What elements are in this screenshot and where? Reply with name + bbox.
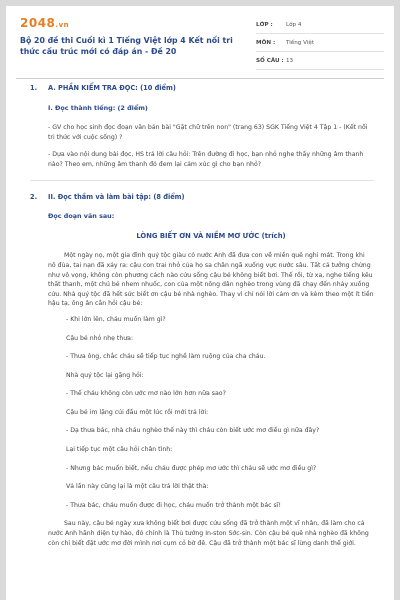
document-title: Bộ 20 đề thi Cuối kì 1 Tiếng Việt lớp 4 Kết nối tri thức cấu trúc mới có đáp án - Đề 20	[20, 36, 233, 56]
dialogue-line: Vả lần này cũng lại là một câu trả lời thật thà:	[66, 483, 209, 491]
dialogue-line: - Thế cháu không còn ước mơ nào lớn hơn nữa sao?	[66, 390, 226, 398]
site-logo[interactable]	[20, 16, 69, 30]
meta-key: MÔN :	[256, 39, 276, 46]
meta-key: LỚP :	[256, 21, 273, 28]
section-number: 2.	[30, 192, 38, 201]
meta-value: Tiếng Việt	[286, 39, 315, 46]
document-page	[6, 6, 394, 600]
document-content	[30, 84, 374, 554]
meta-row-subject	[256, 34, 384, 52]
dialogue-line: Cậu bé im lặng cúi đầu một lúc rồi mới trả lời:	[66, 408, 209, 416]
paragraph: - GV cho học sinh đọc đoạn văn bản bài "Gặt chữ trên non" (trang 63) SGK Tiếng Việt 4 Tập 1 - (Kết nối tri thức với cuộc sống) ?	[48, 124, 368, 141]
meta-value: Lớp 4	[286, 21, 302, 28]
story-title: LÒNG BIẾT ƠN VÀ NIỀM MƠ ƯỚC (trích)	[136, 231, 286, 240]
header-divider	[16, 78, 384, 79]
meta-key: SỐ CÂU :	[256, 57, 284, 64]
section-title: II. Đọc thầm và làm bài tập: (8 điểm)	[48, 192, 185, 201]
logo-brand: 2048	[20, 16, 56, 30]
dialogue-line: - Nhưng bác muốn biết, nếu cháu được phép mơ ước thì cháu sẽ ước mơ điều gì?	[66, 464, 317, 472]
page-header	[6, 6, 394, 74]
dialogue-line: Nhà quý tộc lại gặng hỏi:	[66, 371, 144, 379]
paragraph: - Dựa vào nội dung bài đọc, HS trả lời câu hỏi: Trên đường đi học, bạn nhỏ nghe thấy những âm thanh nào? Theo em, những âm thanh đó đem lại cảm xúc gì cho bạn nhỏ?	[48, 151, 364, 168]
meta-value: 13	[286, 57, 294, 64]
subsection-heading: Đọc đoạn văn sau:	[48, 212, 115, 221]
document-meta-table	[256, 16, 384, 70]
dialogue-line: Lại tiếp tục một câu hỏi chân tình:	[66, 446, 173, 454]
story-paragraph: Sau này, cậu bé ngày xưa không biết bơi được cứu sống đã trở thành một vĩ nhân, đã làm cho cả nước Anh hãnh diện tự hào, đó chính là Thủ tướng In-ston Sớc-sin. Còn cậu bé quê nhà nghèo đã không còn chỉ biết đặt ước mơ đời mình nơi cụm cỏ bờ đê. Cậu đã trở thành một bác sĩ lừng danh thế giới.	[48, 520, 369, 547]
section-heading	[30, 84, 374, 94]
subsection-heading: I. Đọc thành tiếng: (2 điểm)	[48, 103, 148, 112]
meta-row-question-count	[256, 52, 384, 70]
logo-domain: .vn	[55, 21, 70, 29]
section-title: A. PHẦN KIỂM TRA ĐỌC: (10 điểm)	[48, 84, 176, 92]
dialogue-line: - Thưa bác, cháu muốn được đi học, cháu muốn trở thành một bác sĩ!	[66, 501, 281, 509]
section-number: 1.	[30, 84, 38, 92]
dialogue-line: - Thưa ông, chắc cháu sẽ tiếp tục nghề làm ruộng của cha cháu.	[66, 353, 266, 361]
dialogue-line: Cậu bé nhỏ nhẹ thưa:	[66, 334, 134, 342]
story-paragraph: Một ngày nọ, một gia đình quý tộc giàu có nước Anh đã đưa con về miền quê nghỉ mát. Trong khi nô đùa, tai nạn đã xảy ra: cậu con trai nhỏ của họ sa chân ngã xuống vực nước sâu. Tất cả tưởng chừng như vô vọng, không còn phương cách nào cứu sống cậu bé không biết bơi. Thế rồi, từ xa, nghe tiếng kêu thất thanh, một chú bé nhem nhuốc, con của một nông dân nghèo trong vùng đã chạy đến nhảy xuống cứu. Nhà quý tộc đã hết sức biết ơn cậu bé nhà nghèo. Thay vì chỉ nói lời cảm ơn và kèm theo một ít tiền hậu tạ, ông ân cần hỏi cậu bé:	[48, 252, 374, 308]
section-divider	[30, 180, 374, 181]
dialogue-line: - Dạ thưa bác, nhà cháu nghèo thế này thì cháu còn biết ước mơ điều gì nữa đây?	[66, 427, 320, 435]
section-heading	[30, 193, 374, 203]
meta-row-grade	[256, 16, 384, 34]
dialogue-line: - Khi lớn lên, cháu muốn làm gì?	[66, 315, 166, 323]
